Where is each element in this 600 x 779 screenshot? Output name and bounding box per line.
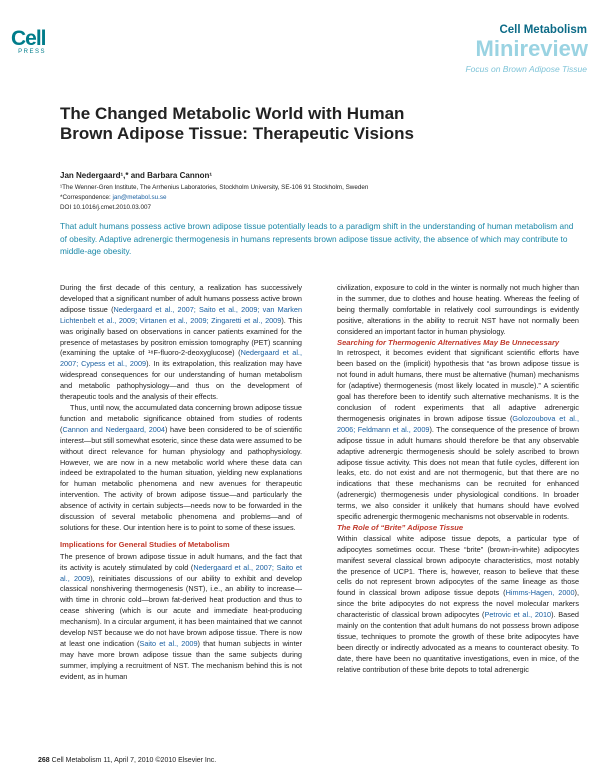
- citation-link[interactable]: Nedergaard et al., 2007; Saito et al., 2009; van Marken Lichtenbelt et al., 2009; Virtanen et al., 2009; Zingaretti et al., 2009: [60, 304, 303, 325]
- section-heading: The Role of “Brite” Adipose Tissue: [337, 522, 464, 532]
- section-heading: Implications for General Studies of Metabolism: [60, 539, 230, 549]
- affiliation-block: [60, 183, 540, 213]
- cell-press-logo: [11, 28, 48, 58]
- body-column-right: [337, 283, 579, 676]
- citation-link[interactable]: Nedergaard et al., 2007; Saito et al., 2009: [60, 562, 302, 583]
- doi: DOI 10.1016/j.cmet.2010.03.007: [60, 204, 152, 211]
- affiliation: ¹The Wenner-Gren Institute, The Arrhenius Laboratories, Stockholm University, SE-106 91 Stockholm, Sweden: [60, 184, 369, 191]
- citation-link[interactable]: Golozoubova et al., 2006; Feldmann et al., 2009: [337, 413, 579, 434]
- paragraph: Thus, until now, the accumulated data concerning brown adipose tissue function and metabolic significance obtained from studies of rodents (Cannon and Nedergaard, 2004) have been considered to be of scientific interest—but still somewhat esoteric, since these data were assumed to be without direct relevance for human physiology and pathophysiology. However, we are now in a new metabolic world where these data can indeed be extrapolated to the human situation, yielding new explanations for human metabolic phenomena and new avenues for therapeutic intervention. The activity of brown adipose tissue—and particularly the absence of activity in certain subjects—needs now to be forwarded in the discussion of several metabolic phenomena and problems—and of solutions for these. Our intention here is to point to some of these issues.: [60, 402, 302, 532]
- page-number: 268: [38, 757, 50, 764]
- paragraph: During the first decade of this century, a realization has successively developed that a significant number of adult humans possess active brown adipose tissue (Nedergaard et al., 2007; Saito et al., 2009; van Marken Lichtenbelt et al., 2009; Virtanen et al., 2009; Zingaretti et al., 2009). This was originally based on observations in cancer patients examined for the presence of metastases by positron emission tomography (PET) scanning (examining the uptake of ¹⁸F-fluoro-2-deoxyglucose) (Nedergaard et al., 2007; Cypess et al., 2009). In its extrapolation, this realization may have widespread consequences for our understanding of human metabolism and metabolic pathophysiology—and thus on the development of therapeutic tools and the analysis of their effects.: [60, 283, 303, 402]
- focus-series: Focus on Brown Adipose Tissue: [465, 64, 587, 74]
- footer-citation: Cell Metabolism 11, April 7, 2010 ©2010 Elsevier Inc.: [51, 757, 217, 764]
- journal-name: Cell Metabolism: [499, 24, 587, 36]
- article-type: Minireview: [475, 36, 588, 61]
- citation-link[interactable]: Nedergaard et al., 2007; Cypess et al., 2009: [60, 348, 302, 369]
- logo-word: Cell: [11, 27, 46, 50]
- correspondence-label: *Correspondence:: [60, 194, 113, 201]
- correspondence-email-link[interactable]: jan@metabol.su.se: [112, 194, 167, 201]
- abstract: That adult humans possess active brown adipose tissue potentially leads to a paradigm shift in the understanding of human metabolism and of obesity. Adaptive adrenergic thermogenesis in humans represents brown adipose tissue activity, the absence of which may contribute to middle-age obesity.: [60, 221, 574, 257]
- author-list: Jan Nedergaard¹,* and Barbara Cannon¹: [60, 171, 213, 180]
- citation-link[interactable]: Petrovic et al., 2010: [484, 610, 552, 620]
- citation-link[interactable]: Saito et al., 2009: [139, 639, 198, 648]
- paragraph: Within classical white adipose tissue depots, a particular type of adipocytes sometimes occur. These “brite” (brown-in-white) adipocytes manifest several classical brown adipocyte characteristics, most notably the presence of UCP1. There is, however, reason to believe that these cells do not represent brown adipocytes of the same lineage as those found in classical brown adipose tissue depots (Himms-Hagen, 2000), since the brite adipocytes do not express the novel molecular markers characteristic of classical brown adipocytes (Petrovic et al., 2010). Based mainly on the contention that adult humans do not possess brown adipose tissue, techniques to promote the growth of these brite adipocytes have been directly or indirectly advocated as a means to counteract obesity. To date, there have been no quantitative investigations, even in mice, of the relative contribution of these brite depots to total adrenergic: [337, 533, 579, 674]
- article-title: The Changed Metabolic World with Human Brown Adipose Tissue: Therapeutic Visions: [60, 104, 414, 143]
- paragraph: In retrospect, it becomes evident that significant scientific efforts have been based on the (implicit) hypothesis that “as brown adipose tissue is not found in adult humans, there must be alternative (human) mechanisms for (adaptive) thermogenesis (most likely located in muscle).” A scientific goal has therefore been to identify such alternative mechanisms. It is the conclusion of rodent experiments that all adaptive adrenergic thermogenesis originates in brown adipose tissue (Golozoubova et al., 2006; Feldmann et al., 2009). The consequence of the presence of brown adipose tissue in adult humans should therefore be that any observable adaptive adrenergic thermogenesis should be solely ascribed to brown adipose tissue activity. This does not mean that futile cycles, different ion leaks, etc. do not exist and are not thermogenic, but that there are no indications that these mechanisms can be recruited for enhanced (adrenergic) thermogenesis under physiological conditions. In broader terms, we also consider it unlikely that humans should have evolved specific adrenergic thermogenic mechanisms not observable in rodents.: [337, 348, 579, 522]
- paragraph: civilization, exposure to cold in the winter is normally not much higher than in the summer, due to clothes and house heating. Whereas the feeling of being thermally comfortable in relatively cool surroundings is evidently positive, alterations in the ability to recruit NST have not normally been considered an important factor in human physiology.: [337, 283, 579, 336]
- page-footer: [38, 757, 216, 764]
- paragraph: The presence of brown adipose tissue in adult humans, and the fact that its activity is acutely stimulated by cold (Nedergaard et al., 2007; Saito et al., 2009), reinitiates discussions of our ability to exhibit and develop classical nonshivering thermogenesis (NST), i.e., an ability to increase—with time in chronic cold—brown fat-derived heat production and thus to cease shivering (which is our acute and immediate heat-producing mechanism). In a circular argument, it has been maintained that we cannot develop NST because we do not have brown adipose tissue. There is now at least one indication (Saito et al., 2009) that human subjects in winter may have more brown adipose tissue than the same subjects during summer, implying a recruitment of NST. The mechanism behind this is not evident, as in human: [60, 551, 302, 681]
- citation-link[interactable]: Cannon and Nedergaard, 2004: [62, 424, 165, 434]
- correspondence: [60, 193, 540, 203]
- section-heading: Searching for Thermogenic Alternatives May Be Unnecessary: [337, 337, 560, 347]
- logo-press: PRESS: [18, 49, 46, 55]
- body-column-left: [60, 283, 302, 683]
- citation-link[interactable]: Himms-Hagen, 2000: [505, 588, 575, 598]
